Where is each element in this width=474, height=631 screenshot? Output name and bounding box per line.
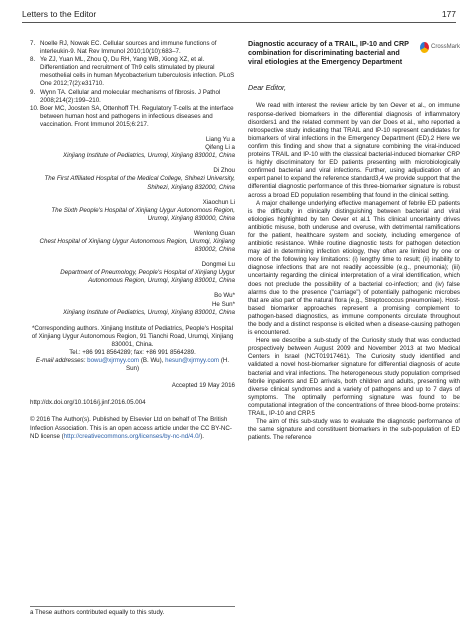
affiliation-block: [30, 292, 235, 316]
reference-text: Noelle RJ, Nowak EC. Cellular sources and immune functions of interleukin-9. Nat Rev Immunol 2010;10(10):683–7.: [40, 40, 217, 56]
author-affiliation: Department of Pneumology, People's Hospital of Xinjiang Uygur Autonomous Region, Urumqi, Xinjiang 830001, China: [60, 269, 235, 285]
author-name: Dongmei Lu: [201, 261, 235, 269]
right-column: [248, 40, 460, 442]
reference-item: [30, 105, 235, 129]
body-paragraph: We read with interest the review article by ten Oever et al., on immune response-derived biomarkers in the differential diagnosis of inflammatory disorders1 and the related comment by van der Does et al., who reported a retrospective study indicating that TRAIL and IP-10 represent candidates for biomarkers of viral infections in the Emergency Department (ED).2 Here we confirm this finding and show that a signature combining the viral-induced proteins TRAIL and IP-10 with the classical bacterial-induced biomarker CRP is highly discriminatory for ED patients presenting with microbiologically confirmed bacterial and viral infections. Further, using adjudication of an expert panel to expand the reference standard3,4 we provide support that the differential diagnostic performance of this three-biomarker signature is robust across a broad ED population resembling that found in the clinical setting.: [248, 102, 460, 199]
author-affiliation: Chest Hospital of Xinjiang Uygur Autonomous Region, Urumqi, Xinjiang 830002, China: [39, 237, 235, 254]
affiliation-block: [30, 167, 235, 191]
author-name: Di Zhou: [213, 167, 235, 175]
author-affiliation: The Sixth People's Hospital of Xinjiang Uygur Autonomous Region, Urumqi, Xinjiang 830000, China: [51, 206, 235, 222]
author-name: He Sun*: [211, 300, 235, 308]
affiliation-block: [30, 261, 235, 285]
author-name: Xiaochun Li: [202, 198, 235, 206]
reference-list: [30, 40, 235, 129]
article-title: Diagnostic accuracy of a TRAIL, IP-10 and CRP combination for discriminating bacterial and viral etiologies at the Emergency Department: [248, 39, 409, 66]
doi-link[interactable]: http://dx.doi.org/10.1016/j.jinf.2016.05.004: [30, 399, 146, 407]
reference-item: [30, 56, 235, 88]
author-name: Qifeng Li a: [205, 144, 235, 152]
license-text: © 2016 The Author(s). Published by Elsevier Ltd on behalf of The British Infection Association. This is an open access article under the CC BY-NC-ND license (: [30, 416, 232, 440]
author-affiliation: Xinjiang Institute of Pediatrics, Urumqi, Xinjiang 830001, China: [63, 308, 235, 316]
affiliation-block: [30, 136, 235, 160]
body-paragraph: The aim of this sub-study was to evaluate the diagnostic performance of the same signature and constituent biomarkers in the sub-population of ED patients. The reference: [248, 418, 460, 442]
author-affiliation: The First Affiliated Hospital of the Medical College, Shihezi University, Shihezi, Xinjiang 832000, China: [44, 175, 235, 191]
running-header: [22, 8, 456, 23]
salutation: Dear Editor,: [248, 83, 286, 93]
article-body: [248, 102, 460, 442]
affiliation-block: [30, 230, 235, 254]
author-name: Liang Yu a: [205, 136, 235, 144]
reference-number: 8.: [30, 56, 36, 64]
author-name: Bo Wu*: [214, 292, 235, 300]
email-link[interactable]: bowu@xjrmyy.com: [87, 357, 140, 365]
page-number: 177: [441, 9, 456, 19]
correspondence-phone: Tel.: +86 991 8564289; fax: +86 991 8564289.: [69, 349, 196, 356]
crossmark-badge[interactable]: [420, 40, 460, 54]
author-affiliation: Xinjiang Institute of Pediatrics, Urumqi, Xinjiang 830001, China: [63, 152, 235, 160]
left-column: [30, 40, 235, 441]
reference-text: Ye ZJ, Yuan ML, Zhou Q, Du RH, Yang WB, Xiong XZ, et al. Differentiation and recruitment of Th9 cells stimulated by pleural mesothelial cells in human Mycobacterium tuberculosis infection. PLoS One 2012;7(2):e31710.: [40, 56, 235, 88]
email-link[interactable]: hesun@xjrmyy.com: [165, 357, 220, 365]
reference-number: 10.: [30, 104, 39, 112]
affiliation-block: [30, 199, 235, 223]
reference-number: 9.: [30, 88, 36, 96]
reference-text: Wynn TA. Cellular and molecular mechanisms of fibrosis. J Pathol 2008;214(2):199–210.: [40, 88, 221, 104]
correspondence-note: [30, 325, 235, 374]
reference-text: Boer MC, Joosten SA, Ottenhoff TH. Regulatory T-cells at the interface between human host and pathogens in infectious diseases and vaccination. Front Immunol 2015;6:217.: [40, 104, 234, 128]
email-owner: (B. Wu),: [140, 357, 164, 365]
footnote: a These authors contributed equally to this study.: [30, 606, 235, 616]
body-paragraph: A major challenge underlying effective management of febrile ED patients is the difficulty in clinically distinguishing between bacterial and viral etiologies highlighted by ten Oever et al.1 This clinical uncertainty drives antibiotic misuse, both underuse and overuse, with detrimental ramifications for the patient, healthcare system and society, including emergence of antibiotic resistance. While routine diagnostic tests for pathogen detection may aid in determining infection etiology, they often are limited by one or more of the following key limitations: (i) lengthy time to result; (ii) inability to diagnose infections that are not readily accessible (e.g., pneumonia); (iii) uncertainty regarding the clinical interpretation of a viral identification, which does not preclude the possibility of a bacterial co-infection; and (iv) false alarms due to the presence ("carriage") of potentially pathogenic microbes that are also part of the natural flora (e.g., Streptococcus pneumoniae). Host-based biomarker approaches represent a promising complement to pathogen-based diagnostics, as immune components circulate throughout the body and a distinct response is elicited when a disease-causing pathogen is encountered.: [248, 199, 460, 337]
crossmark-icon: [420, 42, 429, 53]
correspondence-address: *Corresponding authors. Xinjiang Institute of Pediatrics, People's Hospital of Xinjiang Uygur Autonomous Region, 91 Tianchi Road, Urumqi, Xinjiang 830001, China.: [31, 324, 234, 348]
reference-item: [30, 89, 235, 105]
email-owner: (H. Sun): [125, 357, 230, 373]
reference-item: [30, 40, 235, 56]
accepted-date: Accepted 19 May 2016: [171, 382, 235, 390]
license-note: [30, 416, 235, 440]
license-tail: ).: [200, 432, 205, 440]
crossmark-label: CrossMark: [430, 43, 460, 50]
journal-section: Letters to the Editor: [22, 9, 97, 19]
email-label: E-mail addresses:: [35, 357, 86, 365]
correspondence-emails: [30, 357, 235, 373]
license-link[interactable]: http://creativecommons.org/licenses/by-nc-nd/4.0/: [63, 432, 201, 440]
reference-number: 7.: [30, 40, 36, 47]
body-paragraph: Here we describe a sub-study of the Curiosity study that was conducted prospectively between August 2009 and November 2013 at two Medical Centers in Israel (NCT01917461). The Curiosity study identified and validated a novel host-biomarker signature for differential diagnosis of acute bacterial and viral infections. The heterogeneous study population comprised febrile inpatients and ED arrivals, both children and adults, presenting with diverse clinical syndromes and a variety of pathogens and up to 7 days of symptoms. The optimally performing signature was found to be computational integration of the concentrations of three blood-borne proteins: TRAIL, IP-10 and CRP.5: [248, 337, 460, 418]
author-name: Wenlong Guan: [193, 229, 235, 237]
